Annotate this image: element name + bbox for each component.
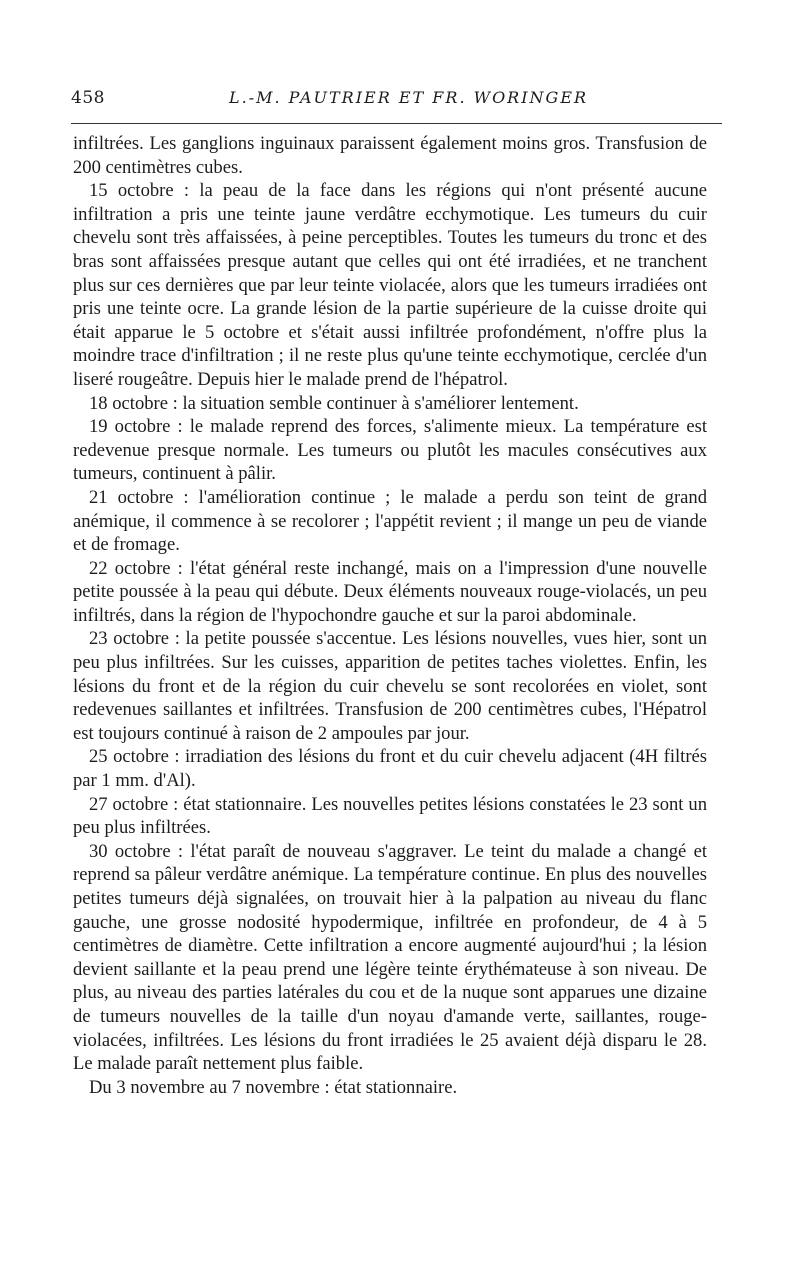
body-text xyxy=(73,132,707,1099)
paragraph-oct-18: 18 octobre : la situation semble continuer à s'améliorer lentement. xyxy=(89,392,579,414)
paragraph-oct-30: 30 octobre : l'état paraît de nouveau s'aggraver. Le teint du malade a changé et reprend sa pâleur verdâtre anémique. La température continue. En plus des nouvelles petites tumeurs déjà signalées, on trouvait hier à la palpation au niveau du flanc gauche, une grosse nodosité hypodermique, infiltrée en profondeur, de 4 à 5 centimètres de diamètre. Cette infiltration a encore augmenté aujourd'hui ; la lésion devient saillante et la peau prend une légère teinte érythémateuse à son niveau. De plus, au niveau des parties latérales du cou et de la nuque sont apparues une dizaine de tumeurs nouvelles de la taille d'un noyau d'amande verte, saillantes, rouge-violacées, infiltrées. Les lésions du front irradiées le 25 avaient déjà disparu le 28. Le malade paraît nettement plus faible. xyxy=(73,840,707,1075)
page-header xyxy=(71,88,723,114)
running-head: L.-M. PAUTRIER ET FR. WORINGER xyxy=(229,88,589,107)
paragraph-oct-19: 19 octobre : le malade reprend des forces, s'alimente mieux. La température est redevenue presque normale. Les tumeurs ou plutôt les macules consécutives aux tumeurs, continuent à pâlir. xyxy=(73,416,707,485)
page-number: 458 xyxy=(71,88,105,108)
paragraph-oct-21: 21 octobre : l'amélioration continue ; le malade a perdu son teint de grand anémique, il commence à se recolorer ; l'appétit revient ; il mange un peu de viande et de fromage. xyxy=(73,486,707,556)
paragraph-oct-27: 27 octobre : état stationnaire. Les nouvelles petites lésions constatées le 23 sont un peu plus infiltrées. xyxy=(73,793,707,839)
paragraph-oct-15: 15 octobre : la peau de la face dans les régions qui n'ont présenté aucune infiltration a pris une teinte jaune verdâtre ecchymotique. Les tumeurs du cuir chevelu sont très affaissées, à peine perceptibles. Toutes les tumeurs du tronc et des bras sont affaissées presque autant que celles qui ont été irradiées, et ne tranchent plus sur ces dernières que par leur teinte violacée, alors que les tumeurs irradiées ont pris une teinte ocre. La grande lésion de la partie supérieure de la cuisse droite qui était apparue le 5 octobre et s'était aussi infiltrée profondément, n'offre plus la moindre trace d'infiltration ; il ne reste plus qu'une teinte ecchymotique, cerclée d'un liseré rougeâtre. Depuis hier le malade prend de l'hépatrol. xyxy=(73,180,707,390)
header-rule xyxy=(71,123,722,124)
paragraph-oct-25: 25 octobre : irradiation des lésions du front et du cuir chevelu adjacent (4H filtrés par 1 mm. d'Al). xyxy=(73,746,707,792)
paragraph-oct-22: 22 octobre : l'état général reste inchangé, mais on a l'impression d'une nouvelle petite poussée à la peau qui débute. Deux éléments nouveaux rouge-violacés, un peu infiltrés, dans la région de l'hypochondre gauche et sur la paroi abdominale. xyxy=(73,557,707,626)
paragraph-oct-23: 23 octobre : la petite poussée s'accentue. Les lésions nouvelles, vues hier, sont un peu plus infiltrées. Sur les cuisses, apparition de petites taches violettes. Enfin, les lésions du front et de la région du cuir chevelu se sont recolorées en violet, sont redevenues saillantes et infiltrées. Transfusion de 200 centimètres cubes, l'Hépatrol est toujours continué à raison de 2 ampoules par jour. xyxy=(73,628,707,744)
paragraph-continuation: infiltrées. Les ganglions inguinaux paraissent également moins gros. Transfusion de 200 centimètres cubes. xyxy=(73,133,707,178)
paragraph-nov-3-7: Du 3 novembre au 7 novembre : état stationnaire. xyxy=(89,1076,458,1098)
